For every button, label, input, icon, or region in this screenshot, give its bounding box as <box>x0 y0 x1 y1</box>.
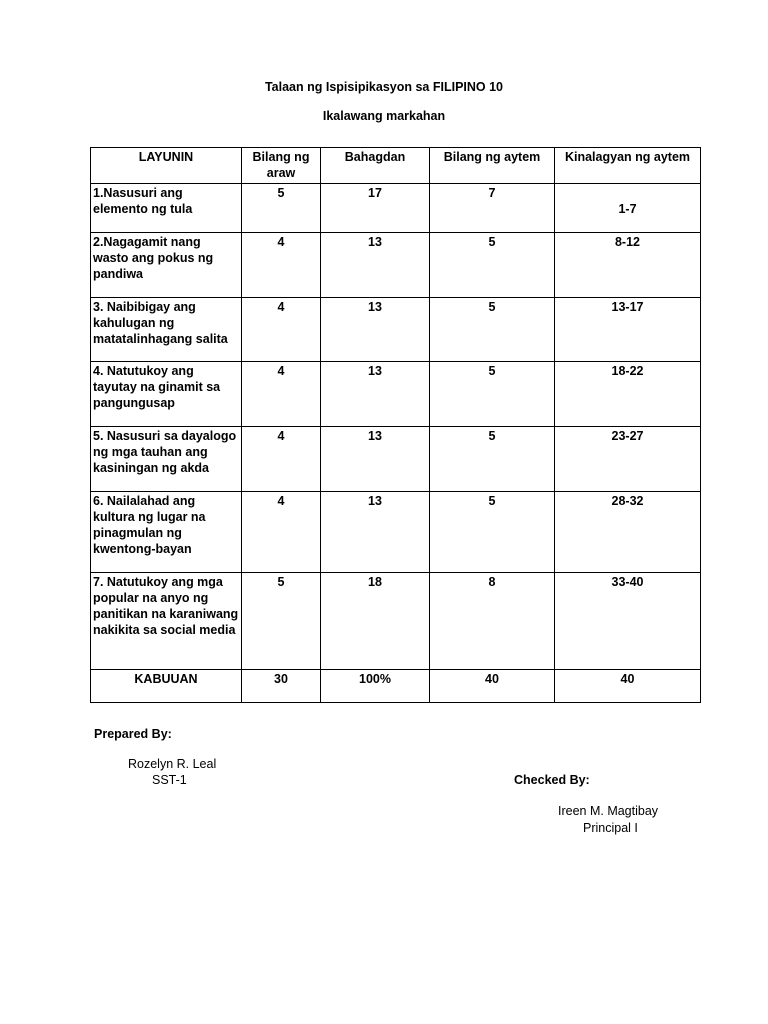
aytem-cell: 8 <box>430 573 555 670</box>
araw-cell: 4 <box>242 492 321 573</box>
table-row <box>91 184 701 233</box>
aytem-cell: 5 <box>430 362 555 427</box>
bahagdan-cell: 13 <box>321 298 430 362</box>
kinalagyan-cell: 28-32 <box>555 492 701 573</box>
specification-table <box>90 147 701 703</box>
layunin-cell: 3. Naibibigay ang kahulugan ng matatalinhagang salita <box>91 298 242 362</box>
prepared-by-label: Prepared By: <box>94 727 172 741</box>
aytem-cell: 5 <box>430 298 555 362</box>
checker-name: Ireen M. Magtibay <box>558 804 659 818</box>
kinalagyan-cell: 23-27 <box>555 427 701 492</box>
layunin-cell: 1.Nasusuri ang elemento ng tula <box>91 184 242 233</box>
araw-cell: 5 <box>242 573 321 670</box>
table-row <box>91 233 701 298</box>
layunin-cell: 5. Nasusuri sa dayalogo ng mga tauhan ang kasiningan ng akda <box>91 427 242 492</box>
bahagdan-cell: 13 <box>321 427 430 492</box>
aytem-cell: 7 <box>430 184 555 233</box>
araw-cell: 4 <box>242 298 321 362</box>
araw-cell: 4 <box>242 362 321 427</box>
total-bahagdan: 100% <box>321 670 430 703</box>
layunin-cell: 2.Nagagamit nang wasto ang pokus ng pandiwa <box>91 233 242 298</box>
table-header-row <box>91 148 701 184</box>
kinalagyan-cell <box>555 184 701 233</box>
total-araw: 30 <box>242 670 321 703</box>
aytem-cell: 5 <box>430 492 555 573</box>
araw-cell: 5 <box>242 184 321 233</box>
header-layunin: LAYUNIN <box>91 148 242 184</box>
araw-cell: 4 <box>242 427 321 492</box>
header-bilang-ng-araw: Bilang ng araw <box>242 148 321 184</box>
layunin-cell: 6. Nailalahad ang kultura ng lugar na pinagmulan ng kwentong-bayan <box>91 492 242 573</box>
total-kinalagyan: 40 <box>555 670 701 703</box>
table-row <box>91 427 701 492</box>
preparer-name: Rozelyn R. Leal <box>128 757 217 771</box>
checked-by-label: Checked By: <box>514 773 590 787</box>
header-bahagdan: Bahagdan <box>321 148 430 184</box>
bahagdan-cell: 13 <box>321 362 430 427</box>
aytem-cell: 5 <box>430 233 555 298</box>
checker-position: Principal I <box>583 821 638 835</box>
table-row <box>91 298 701 362</box>
preparer-position: SST-1 <box>152 773 187 787</box>
kinalagyan-value: 1-7 <box>618 202 637 216</box>
header-bilang-ng-aytem: Bilang ng aytem <box>430 148 555 184</box>
bahagdan-cell: 18 <box>321 573 430 670</box>
kinalagyan-cell: 33-40 <box>555 573 701 670</box>
aytem-cell: 5 <box>430 427 555 492</box>
kinalagyan-cell: 18-22 <box>555 362 701 427</box>
total-row <box>91 670 701 703</box>
bahagdan-cell: 17 <box>321 184 430 233</box>
table-row <box>91 362 701 427</box>
table-row <box>91 492 701 573</box>
document-title: Talaan ng Ispisipikasyon sa FILIPINO 10 <box>264 80 504 94</box>
document-subtitle: Ikalawang markahan <box>322 109 446 123</box>
araw-cell: 4 <box>242 233 321 298</box>
bahagdan-cell: 13 <box>321 492 430 573</box>
bahagdan-cell: 13 <box>321 233 430 298</box>
total-label: KABUUAN <box>91 670 242 703</box>
kinalagyan-cell: 13-17 <box>555 298 701 362</box>
header-kinalagyan-ng-aytem: Kinalagyan ng aytem <box>555 148 701 184</box>
layunin-cell: 7. Natutukoy ang mga popular na anyo ng panitikan na karaniwang nakikita sa social media <box>91 573 242 670</box>
kinalagyan-cell: 8-12 <box>555 233 701 298</box>
layunin-cell: 4. Natutukoy ang tayutay na ginamit sa pangungusap <box>91 362 242 427</box>
total-aytem: 40 <box>430 670 555 703</box>
table-row <box>91 573 701 670</box>
